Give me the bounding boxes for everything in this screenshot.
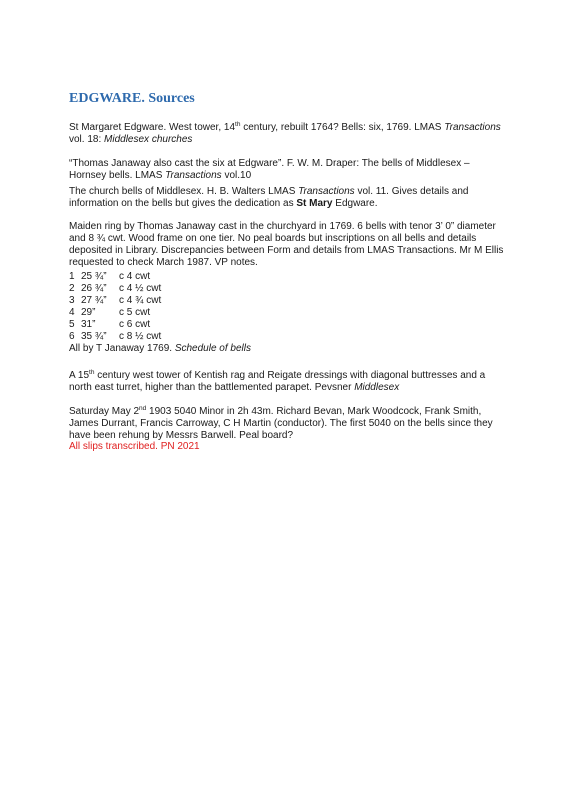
bell-row [69, 283, 161, 295]
bell-weight: c 6 cwt [119, 319, 151, 330]
superscript: nd [139, 405, 147, 412]
bell-row [69, 295, 161, 307]
text: The church bells of Middlesex. H. B. Walters LMAS [69, 186, 299, 197]
bell-diameter: 25 ¾” [81, 271, 107, 282]
text: Saturday May 2 [69, 406, 140, 417]
bells-table-body [69, 271, 161, 343]
italic-text: Transactions [165, 170, 222, 181]
text: A 15 [69, 370, 90, 381]
italic-text: Transactions [298, 186, 355, 197]
italic-text: Middlesex churches [104, 134, 193, 145]
text: vol. 11. Gives details and information on the bells but gives the dedication as [69, 186, 469, 209]
source-paragraph-3 [69, 186, 509, 210]
bell-weight: c 5 cwt [119, 307, 151, 318]
bell-weight: c 4 ½ cwt [119, 283, 162, 294]
bell-row [69, 271, 161, 283]
text: vol.10 [221, 170, 252, 181]
transcription-note: All slips transcribed. PN 2021 [69, 441, 200, 452]
bell-row [69, 319, 161, 331]
bell-weight: c 4 ¾ cwt [119, 295, 162, 306]
bell-diameter: 29” [81, 307, 96, 318]
superscript: th [89, 369, 95, 376]
bell-row [69, 307, 161, 319]
bell-number: 6 [69, 331, 75, 342]
bell-diameter: 35 ¾” [81, 331, 107, 342]
bell-row [69, 331, 161, 343]
bell-number: 4 [69, 307, 75, 318]
bell-number: 1 [69, 271, 75, 282]
source-paragraph-1 [69, 122, 509, 146]
bells-table [69, 271, 161, 343]
italic-text: Transactions [444, 122, 501, 133]
text: 1903 5040 Minor in 2h 43m. Richard Bevan, Mark Woodcock, Frank Smith, James Durrant, Francis Carroway, C H Martin (conductor). The first 5040 on the bells since they have been rehung by Messrs Barwell. Peal board? [69, 406, 493, 441]
bold-text: St Mary [296, 198, 333, 209]
page-title: EDGWARE. Sources [69, 91, 195, 106]
text: vol. 18: [69, 134, 105, 145]
italic-text: Middlesex [354, 382, 400, 393]
text: century west tower of Kentish rag and Reigate dressings with diagonal buttresses and a north east turret, higher than the battlemented parapet. Pevsner [69, 370, 486, 393]
bell-number: 5 [69, 319, 75, 330]
bell-weight: c 8 ½ cwt [119, 331, 162, 342]
text: Edgware. [332, 198, 378, 209]
bell-diameter: 27 ¾” [81, 295, 107, 306]
text: century, rebuilt 1764? Bells: six, 1769. LMAS [240, 122, 445, 133]
text: St Margaret Edgware. West tower, 14 [69, 122, 236, 133]
text: All by T Janaway 1769. [69, 343, 175, 354]
source-paragraph-5 [69, 370, 509, 394]
text: “Thomas Janaway also cast the six at Edgware”. F. W. M. Draper: The bells of Middlesex – Hornsey bells. LMAS [69, 158, 470, 181]
source-paragraph-2 [69, 158, 509, 182]
bell-number: 2 [69, 283, 75, 294]
italic-text: Schedule of bells [174, 343, 251, 354]
superscript: th [235, 121, 241, 128]
bell-diameter: 26 ¾” [81, 283, 107, 294]
bell-weight: c 4 cwt [119, 271, 151, 282]
bell-number: 3 [69, 295, 75, 306]
bell-diameter: 31” [81, 319, 96, 330]
source-paragraph-6 [69, 406, 509, 442]
bells-footer [69, 343, 509, 355]
source-paragraph-4: Maiden ring by Thomas Janaway cast in the churchyard in 1769. 6 bells with tenor 3’ 0” diameter and 8 ¾ cwt. Wood frame on one tier. No peal boards but inscriptions on all bells and details deposited in Library. Discrepancies between Form and details from LMAS Transactions. Mr M Ellis requested to check March 1987. VP notes. [69, 221, 504, 268]
